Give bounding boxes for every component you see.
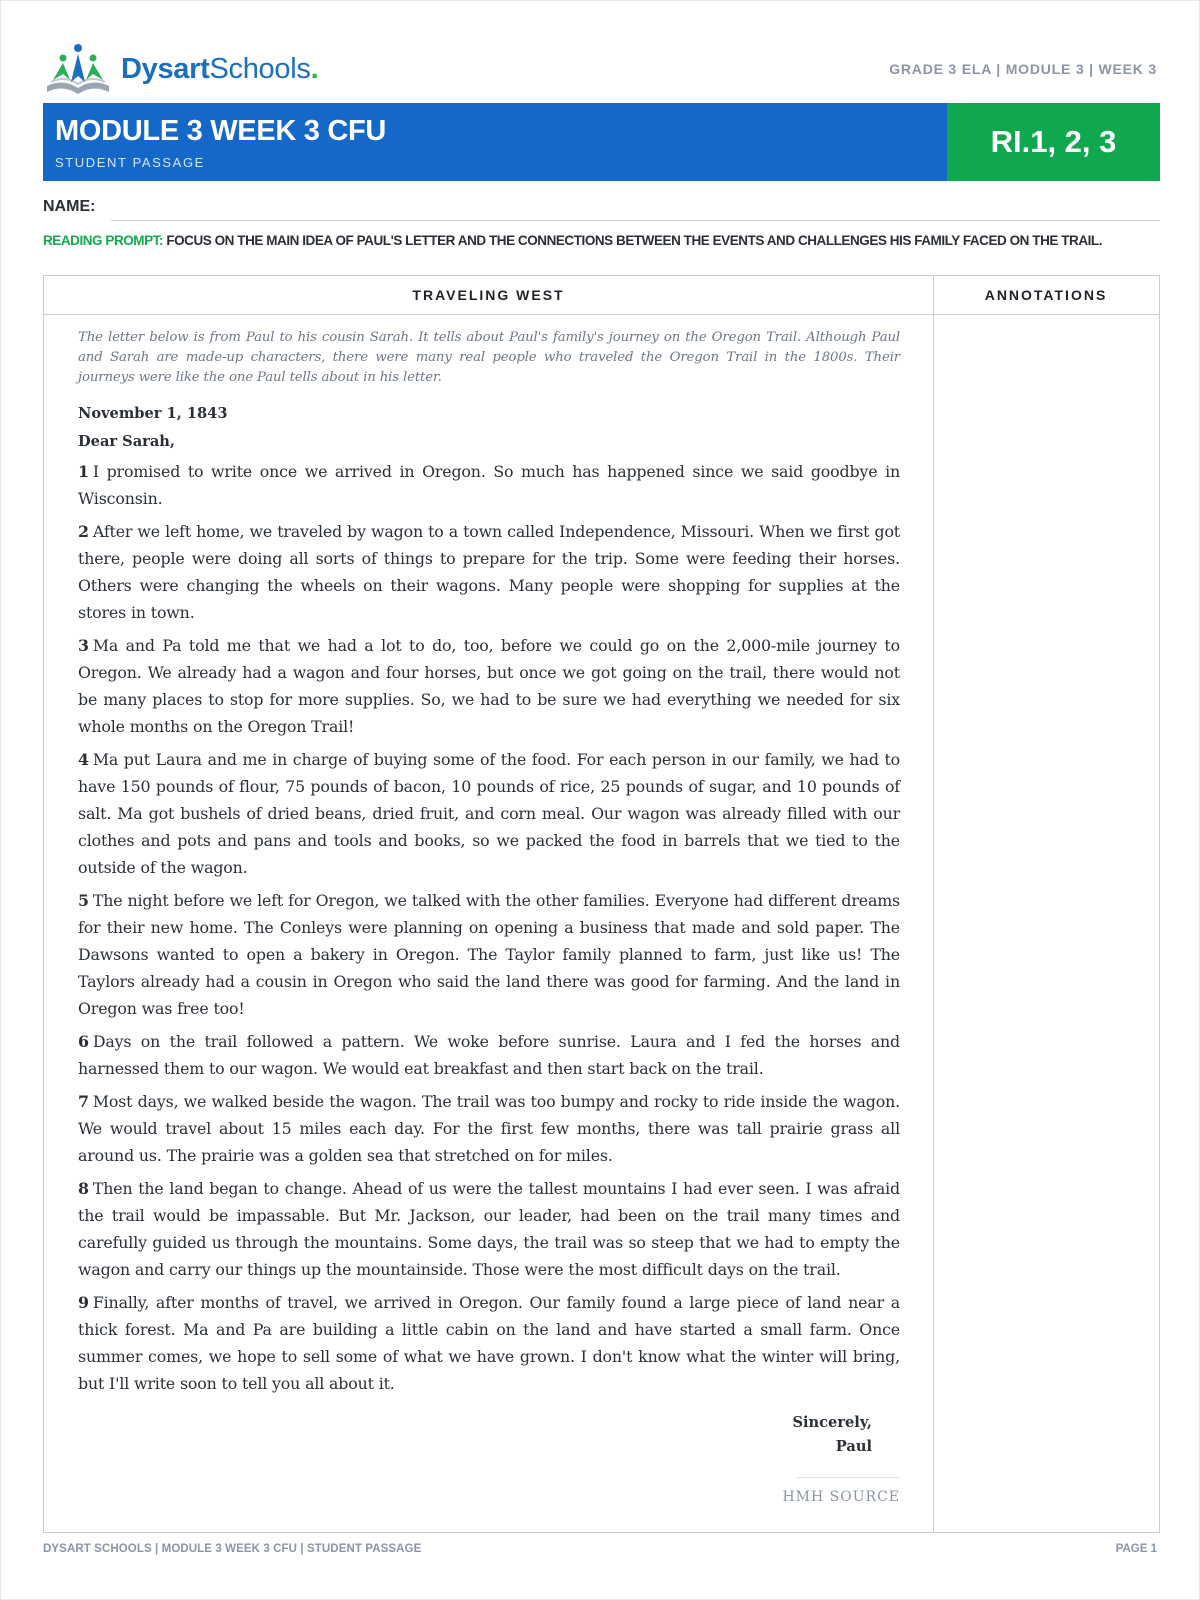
source-credit (78, 1477, 900, 1507)
paragraph-3 (78, 632, 900, 740)
paragraph-number: 7 (78, 1092, 89, 1111)
annotations-area[interactable] (934, 315, 1159, 1532)
course-label: GRADE 3 ELA | MODULE 3 | WEEK 3 (889, 61, 1157, 77)
paragraph-8 (78, 1175, 900, 1283)
source-label: HMH SOURCE (782, 1489, 900, 1505)
paragraph-text: Ma put Laura and me in charge of buying some of the food. For each person in our family, we had to have 150 pounds of flour, 75 pounds of bacon, 10 pounds of rice, 25 pounds of sugar, and 10 pounds of salt. Ma got bushels of dried beans, dried fruit, and corn meal. Our wagon was already filled with our clothes and pots and pans and tools and books, so we packed the food in barrels that we tied to the outside of the wagon. (78, 750, 900, 877)
annotations-column-title: ANNOTATIONS (984, 287, 1108, 303)
paragraph-number: 3 (78, 636, 89, 655)
title-banner (43, 103, 1160, 181)
passage-column-title: TRAVELING WEST (412, 287, 565, 303)
letter-date: November 1, 1843 (78, 405, 228, 422)
paragraph-text: The night before we left for Oregon, we talked with the other families. Everyone had different dreams for their new home. The Conleys were planning on opening a business that made and sold paper. The Dawsons wanted to open a bakery in Oregon. The Taylor family planned to farm, just like us! The Taylors already had a cousin in Oregon who said the land there was good for farming. And the land in Oregon was free too! (78, 891, 900, 1018)
paragraph-number: 4 (78, 750, 89, 769)
book-people-logo-icon (43, 42, 113, 96)
letter-closing (78, 1411, 900, 1459)
banner-title-block (43, 103, 947, 181)
name-field[interactable] (43, 198, 1160, 222)
letter-signature: Paul (835, 1438, 872, 1455)
paragraph-text: After we left home, we traveled by wagon to a town called Independence, Missouri. When we first got there, people were doing all sorts of things to prepare for the trip. Some were feeding their horses. Others were changing the wheels on their wagons. Many people were shopping for supplies at the stores in town. (78, 522, 900, 622)
paragraph-5 (78, 887, 900, 1022)
footer-document-label: DYSART SCHOOLS | MODULE 3 WEEK 3 CFU | STUDENT PASSAGE (43, 1543, 422, 1555)
paragraph-number: 9 (78, 1293, 89, 1312)
paragraph-text: Most days, we walked beside the wagon. The trail was too bumpy and rocky to ride inside the wagon. We would travel about 15 miles each day. For the first few months, there was tall prairie grass all around us. The prairie was a golden sea that stretched on for miles. (78, 1092, 900, 1165)
paragraph-text: Days on the trail followed a pattern. We woke before sunrise. Laura and I fed the horses and harnessed them to our wagon. We would eat breakfast and then start back on the trail. (78, 1032, 900, 1078)
paragraph-4 (78, 746, 900, 881)
page-title: MODULE 3 WEEK 3 CFU (55, 115, 387, 147)
reading-prompt-text: FOCUS ON THE MAIN IDEA OF PAUL'S LETTER AND THE CONNECTIONS BETWEEN THE EVENTS AND CHALLENGES HIS FAMILY FACED ON THE TRAIL. (163, 233, 1103, 248)
standards-badge: RI.1, 2, 3 (947, 103, 1160, 181)
closing-phrase: Sincerely, (792, 1414, 872, 1431)
paragraph-text: Ma and Pa told me that we had a lot to do, too, before we could go on the 2,000-mile journey to Oregon. We already had a wagon and four horses, but once we got going on the trail, there would not be many places to stop for more supplies. So, we had to be sure we had everything we needed for six whole months on the Oregon Trail! (78, 636, 900, 736)
logo-wordmark: DysartSchools. (121, 52, 319, 85)
paragraph-text: Then the land began to change. Ahead of us were the tallest mountains I had ever seen. I was afraid the trail would be impassable. But Mr. Jackson, our leader, had been on the trail many times and carefully guided us through the mountains. Some days, the trail was so steep that we had to empty the wagon and carry our things up the mountainside. Those were the most difficult days on the trail. (78, 1179, 900, 1279)
paragraph-number: 8 (78, 1179, 89, 1198)
paragraph-text: I promised to write once we arrived in Oregon. So much has happened since we said goodbye in Wisconsin. (78, 462, 900, 508)
paragraph-9 (78, 1289, 900, 1397)
paragraph-text: Finally, after months of travel, we arrived in Oregon. Our family found a large piece of land near a thick forest. Ma and Pa are building a little cabin on the land and have started a small farm. Once summer comes, we hope to sell some of what we have grown. I don't know what the winter will bring, but I'll write soon to tell you all about it. (78, 1293, 900, 1393)
paragraph-number: 2 (78, 522, 89, 541)
name-label: NAME: (43, 198, 96, 215)
reading-prompt-label: READING PROMPT: (43, 233, 164, 248)
passage-text (78, 328, 900, 1507)
passage-table (43, 275, 1160, 1533)
paragraph-number: 6 (78, 1032, 89, 1051)
passage-intro: The letter below is from Paul to his cousin Sarah. It tells about Paul's family's journey on the Oregon Trail. Although Paul and Sarah are made-up characters, there were many real people who traveled the Oregon Trail in the 1800s. Their journeys were like the one Paul tells about in his letter. (78, 330, 900, 385)
name-write-line[interactable] (111, 220, 1160, 221)
page-subtitle: STUDENT PASSAGE (55, 155, 205, 170)
paragraph-7 (78, 1088, 900, 1169)
paragraph-number: 1 (78, 462, 89, 481)
letter-greeting: Dear Sarah, (78, 433, 175, 450)
reading-prompt (43, 232, 1160, 250)
paragraph-2 (78, 518, 900, 626)
dysart-schools-logo (43, 41, 318, 97)
passage-table-header (44, 276, 1159, 315)
paragraph-1 (78, 458, 900, 512)
source-divider (797, 1477, 900, 1478)
footer-page-number: PAGE 1 (1115, 1543, 1157, 1555)
paragraph-6 (78, 1028, 900, 1082)
paragraph-number: 5 (78, 891, 89, 910)
